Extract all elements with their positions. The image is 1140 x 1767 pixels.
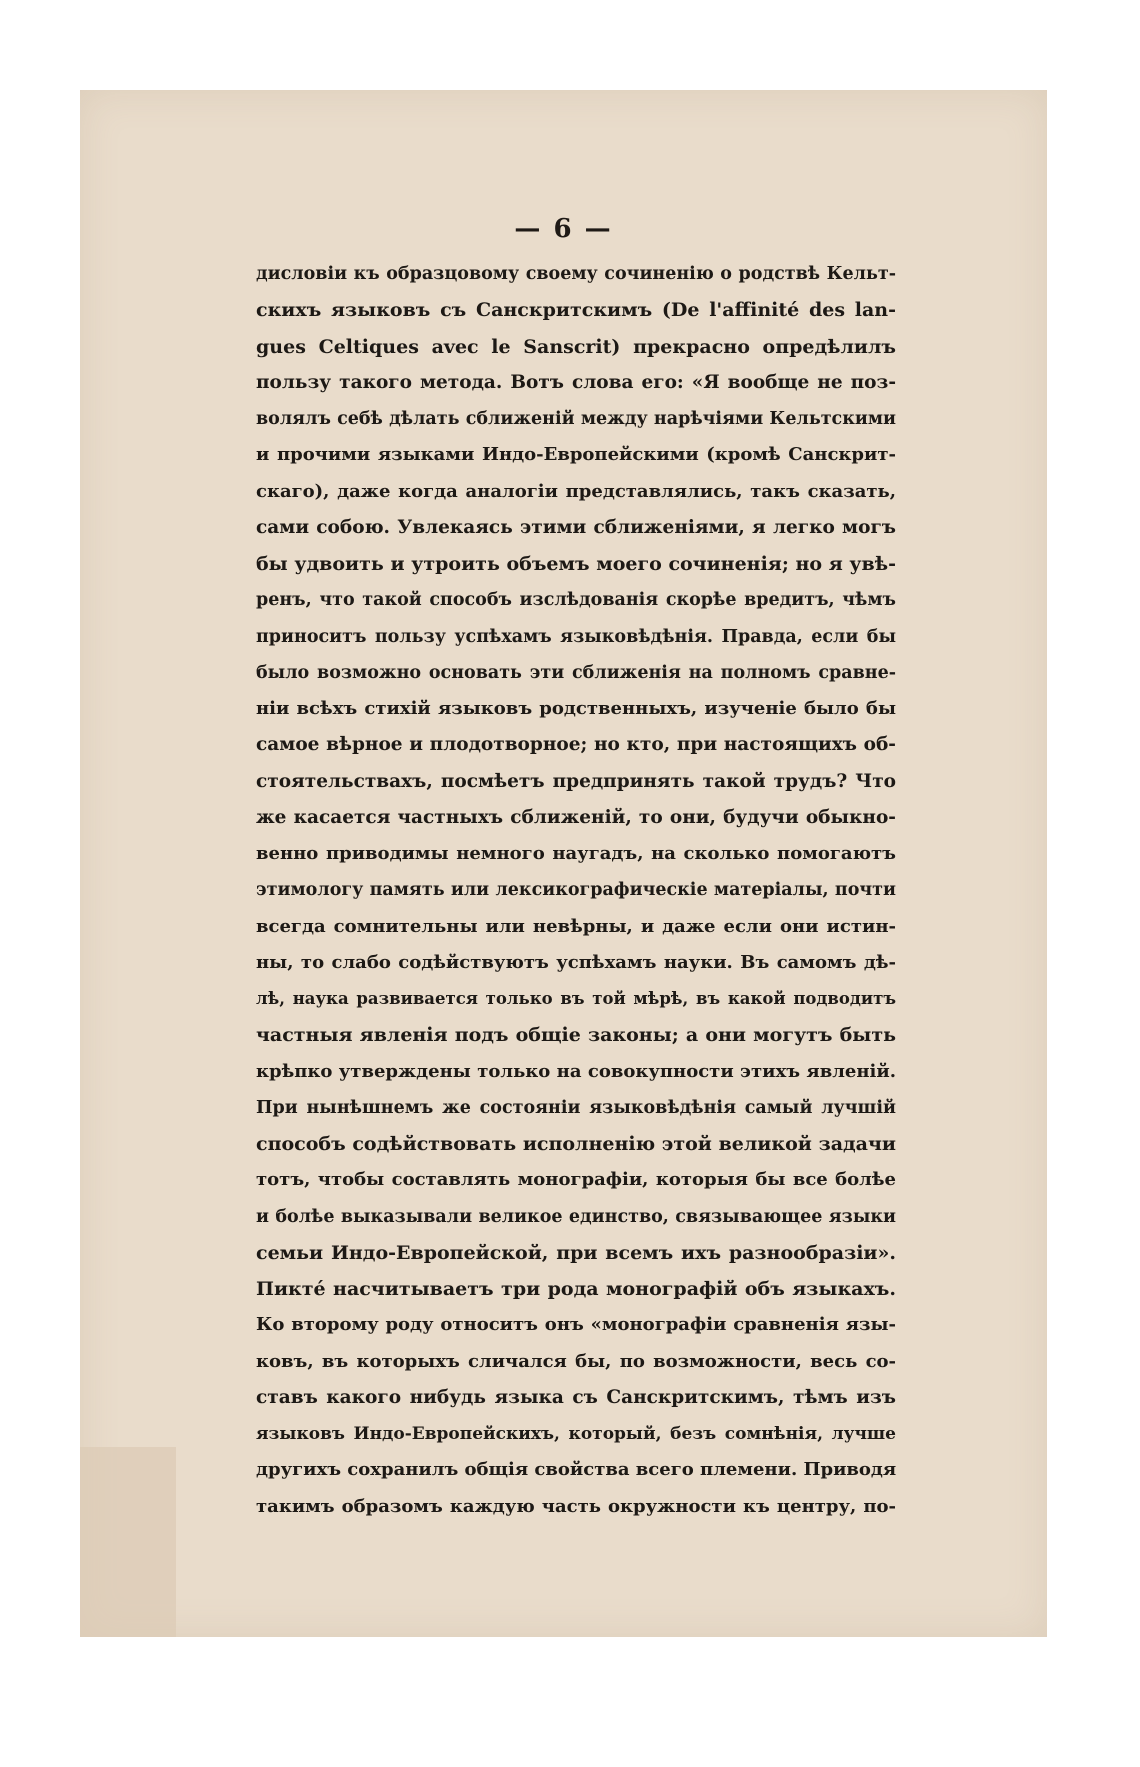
text-line: лѣ, наука развивается только въ той мѣрѣ, въ какой подводитъ <box>256 989 896 1008</box>
text-line: тотъ, чтобы составлять монографіи, которыя бы все болѣе <box>256 1169 896 1191</box>
text-line: способъ содѣйствовать исполненію этой великой задачи <box>256 1133 896 1155</box>
text-line: всегда сомнительны или невѣрны, и даже если они истин- <box>256 915 896 937</box>
text-line: приноситъ пользу успѣхамъ языковѣдѣнія. Правда, если бы <box>256 626 896 647</box>
text-line: ковъ, въ которыхъ сличался бы, по возможности, весь со- <box>256 1350 896 1372</box>
text-line: же касается частныхъ сближеній, то они, будучи обыкно- <box>256 806 896 828</box>
text-line: ны, то слабо содѣйствуютъ успѣхамъ науки. Въ самомъ дѣ- <box>256 951 896 973</box>
text-line: бы удвоить и утроить объемъ моего сочиненія; но я увѣ- <box>256 553 896 575</box>
text-line: и болѣе выказывали великое единство, связывающее языки <box>256 1206 896 1227</box>
text-line: ренъ, что такой способъ изслѣдованія скорѣе вредитъ, чѣмъ <box>256 590 896 611</box>
body-text <box>256 256 896 1525</box>
text-line: стоятельствахъ, посмѣетъ предпринять такой трудъ? Что <box>256 770 896 792</box>
text-line: Ко второму роду относитъ онъ «монографіи сравненія язы- <box>256 1314 896 1336</box>
text-line: самое вѣрное и плодотворное; но кто, при настоящихъ об- <box>256 734 896 756</box>
text-line: волялъ себѣ дѣлать сближеній между нарѣчіями Кельтскими <box>256 409 896 429</box>
text-line: крѣпко утверждены только на совокупности этихъ явленій. <box>256 1060 896 1082</box>
text-line: скихъ языковъ съ Санскритскимъ (De l'affinité des lan- <box>256 299 896 322</box>
text-line: сами собою. Увлекаясь этими сближеніями, я легко могъ <box>256 516 896 538</box>
text-line: пользу такого метода. Вотъ слова его: «Я вообще не поз- <box>256 371 896 393</box>
text-line: и прочими языками Индо-Европейскими (кромѣ Санскрит- <box>256 444 896 466</box>
text-line: При нынѣшнемъ же состояніи языковѣдѣнія самый лучшій <box>256 1097 896 1118</box>
text-line: частныя явленія подъ общіе законы; а они могутъ быть <box>256 1024 896 1047</box>
page-edge-shadow <box>80 1447 176 1637</box>
text-line: семьи Индо-Европейской, при всемъ ихъ разнообразіи». <box>256 1241 896 1264</box>
text-line: Пиктé насчитываетъ три рода монографій объ языкахъ. <box>256 1278 896 1300</box>
text-line: ніи всѣхъ стихій языковъ родственныхъ, изученіе было бы <box>256 698 896 719</box>
text-line: венно приводимы немного наугадъ, на сколько помогаютъ <box>256 843 896 864</box>
text-line: gues Celtiques avec le Sanscrit) прекрасно опредѣлилъ <box>256 335 896 358</box>
book-page <box>80 90 1047 1637</box>
page-number: — 6 — <box>514 214 613 244</box>
text-line: такимъ образомъ каждую часть окружности къ центру, по- <box>256 1495 896 1517</box>
text-line: дисловіи къ образцовому своему сочиненію о родствѣ Кельт- <box>256 264 896 284</box>
text-line: языковъ Индо-Европейскихъ, который, безъ сомнѣнія, лучше <box>256 1424 896 1444</box>
text-line: было возможно основать эти сближенія на полномъ сравне- <box>256 662 896 683</box>
text-line: другихъ сохранилъ общія свойства всего племени. Приводя <box>256 1459 896 1481</box>
text-line: этимологу память или лексикографическіе матеріалы, почти <box>256 880 896 901</box>
text-line: скаго), даже когда аналогіи представлялись, такъ сказать, <box>256 480 896 502</box>
text-line: ставъ какого нибудь языка съ Санскритскимъ, тѣмъ изъ <box>256 1386 896 1408</box>
